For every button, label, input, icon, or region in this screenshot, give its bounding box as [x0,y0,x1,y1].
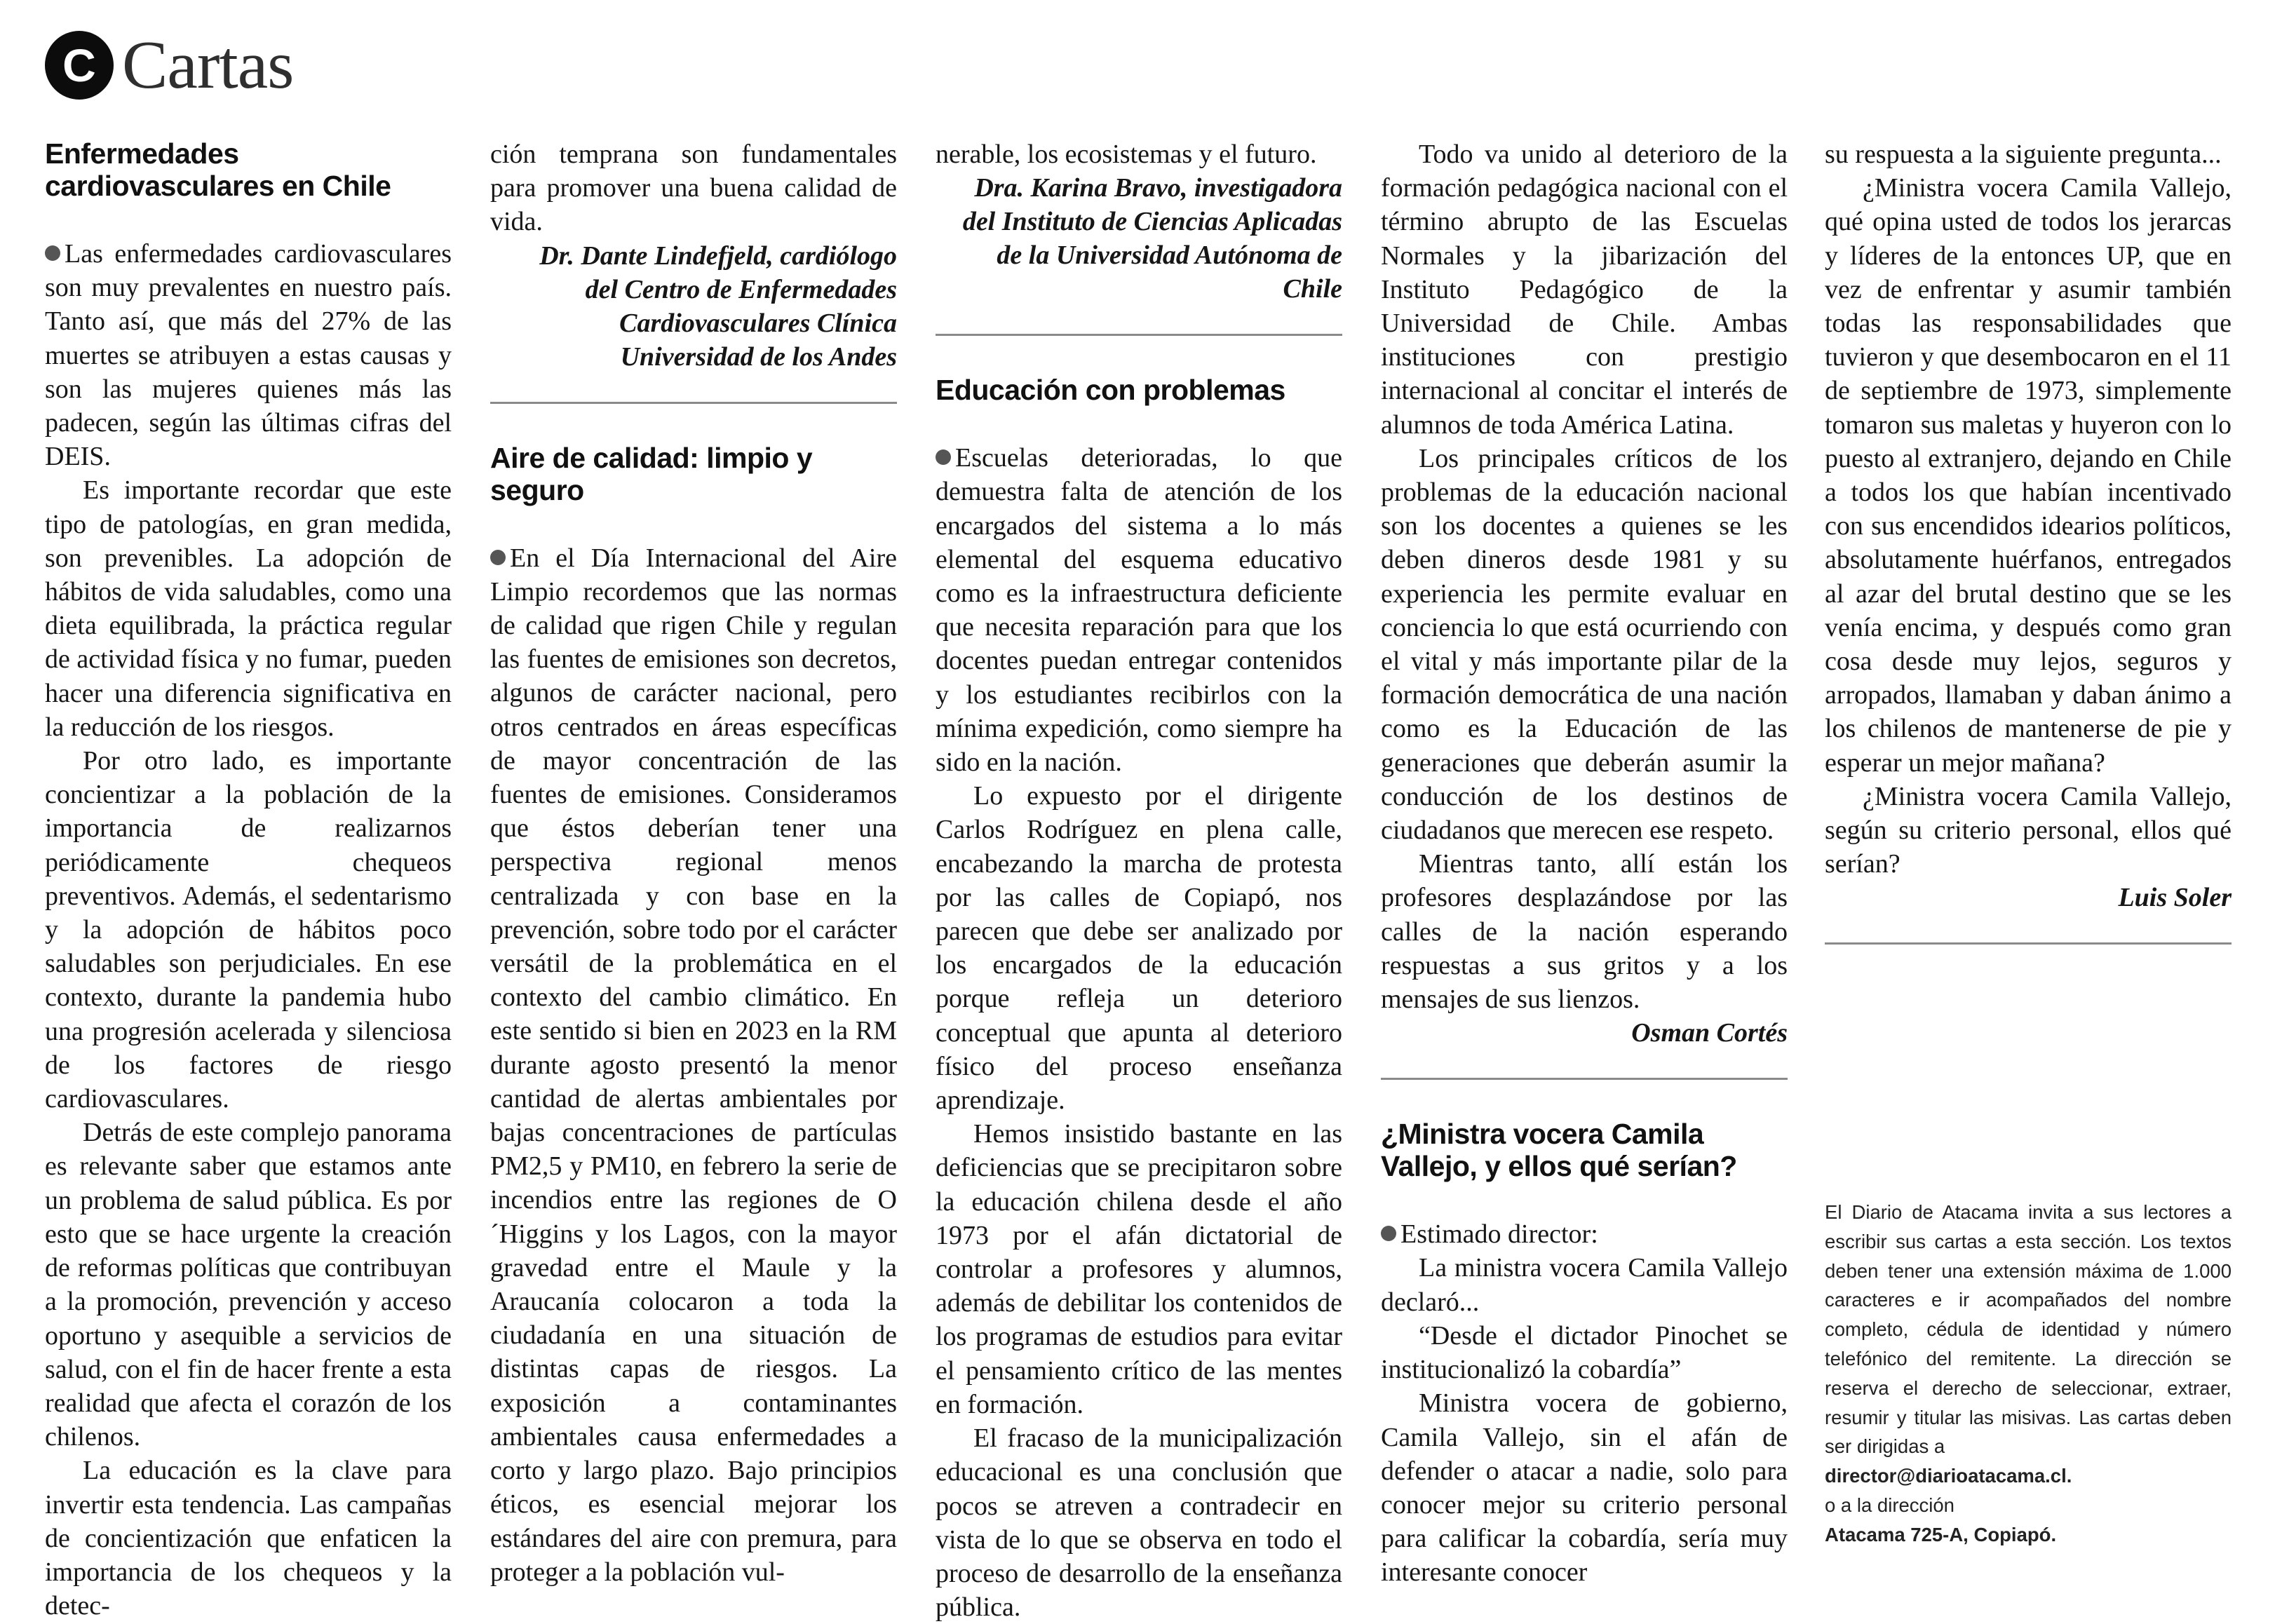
info-or-address: o a la dirección [1825,1494,1954,1516]
letter-paragraph: Detrás de este complejo panorama es relevante saber que estamos ante un problema de salud pública. Es por esto que se hace urgente la creación de reformas políticas que contribuyan a la promoción, prevención y acceso oportuno y asequible a servicios de salud, con el fin de hacer frente a esta realidad que afecta el corazón de los chilenos. [45,1118,452,1452]
letter-paragraph: En el Día Internacional del Aire Limpio recordemos que las normas de calidad que rigen Chile y regulan las fuentes de emisiones son decretos, algunos de carácter nacional, pero otros centrados en áreas específicas de mayor concentración de las fuentes de emisiones. Consideramos que éstos deberían tener una perspectiva regional menos centralizada y con base en la prevención, sobre todo por el carácter versátil de la problemática en el contexto del cambio climático. En este sentido si bien en 2023 en la RM durante agosto presentó la menor cantidad de alertas ambientales por bajas concentraciones de partículas PM2,5 y PM10, en febrero la serie de incendios entre las regiones de O´Higgins y los Lagos, con la mayor gravedad entre el Maule y la Araucanía colocaron a toda la ciudadanía en una situación de distintas capas de riesgos. La exposición a contaminantes ambientales causa enfermedades a corto y largo plazo. Bajo principios éticos, es esencial mejorar los estándares del aire con premura, para proteger a la población vul- [490,543,897,1587]
letter-paragraph: ¿Ministra vocera Camila Vallejo, qué opina usted de todos los jerarcas y líderes de la entonces UP, que en vez de enfrentar y asumir también todas las responsabilidades que tuvieron y que desembocaron en el 11 de septiembre de 1973, simplemente tomaron sus maletas y huyeron con lo puesto al extranjero, dejando en Chile a todos los que habían incentivado con sus encendidos idearios políticos, absolutamente huérfanos, entregados al azar del brutal destino que se les venía encima, y después como gran cosa desde muy lejos, seguros y arropados, llamaban y daban ánimo a los chilenos de mantenerse de pie y esperar un mejor mañana? [1825,173,2232,778]
letter-signature: Osman Cortés [1631,1018,1788,1048]
letter-title: Enfermedades cardiovasculares en Chile [45,137,391,202]
letter-paragraph: Estimado director: [1381,1217,1788,1251]
letter-paragraph: Ministra vocera de gobierno, Camila Vallejo, sin el afán de defender o atacar a nadie, solo para conocer mejor su criterio personal para calificar la cobardía, sería muy interesante conocer [1381,1388,1788,1588]
bullet-icon [45,245,60,261]
section-badge: C [45,31,114,100]
letter-signature: Dr. Dante Lindefjeld, cardiólogo del Centro de Enfermedades Cardiovasculares Clínica Universidad de los Andes [539,241,897,372]
column-2 [490,137,897,1587]
letter-paragraph: Es importante recordar que este tipo de patologías, en gran medida, son prevenibles. La adopción de hábitos de vida saludables, como una dieta equilibrada, la práctica regular de actividad física y no fumar, pueden hacer una diferencia significativa en la reducción de los riesgos. [45,475,452,742]
bullet-icon [1381,1226,1396,1241]
letter-paragraph: El fracaso de la municipalización educacional es una conclusión que pocos se atreven a contradecir en vista de lo que se observa en todo el proceso de desarrollo de la enseñanza pública. [936,1423,1342,1623]
section-header [45,20,293,111]
letter-paragraph: ción temprana son fundamentales para promover una buena calidad de vida. [490,140,897,237]
letter-paragraph: Las enfermedades cardiovasculares son muy prevalentes en nuestro país. Tanto así, que más del 27% de las muertes se atribuyen a estas causas y son las mujeres quienes más las padecen, según las últimas cifras del DEIS. [45,239,452,472]
letter-paragraph: “Desde el dictador Pinochet se institucionalizó la cobardía” [1381,1320,1788,1385]
submission-info [1825,1198,2232,1550]
column-3 [936,137,1342,1623]
letter-paragraph: Hemos insistido bastante en las deficiencias que se precipitaron sobre la educación chilena desde el año 1973 por el afán dictatorial de controlar a profesores y alumnos, además de debilitar los contenidos de los programas de estudios para evitar el pensamiento crítico de las mentes en formación. [936,1119,1342,1419]
divider [936,334,1342,336]
letter-title: Aire de calidad: limpio y seguro [490,441,813,506]
letter-paragraph: La ministra vocera Camila Vallejo declaró... [1381,1253,1788,1317]
divider [490,402,897,404]
letter-title: Educación con problemas [936,374,1285,407]
column-4 [1381,137,1788,1588]
letter-signature: Dra. Karina Bravo, investigadora del Instituto de Ciencias Aplicadas de la Universidad Autónoma de Chile [962,173,1342,304]
section-title: Cartas [122,27,294,103]
letter-paragraph: Los principales críticos de los problemas de la educación nacional son los docentes a quienes se les deben dineros desde 1981 y su experiencia les permite evaluar en conciencia lo que está ocurriendo con el vital y más importante pilar de la formación democrática de una nación como es la Educación de las generaciones que deberán asumir la conducción de los destinos de ciudadanos que merecen ese respeto. [1381,443,1788,846]
letter-signature: Luis Soler [2118,883,2232,913]
letter-paragraph: La educación es la clave para invertir esta tendencia. Las campañas de concientización que enfaticen la importancia de los chequeos y la detec- [45,1456,452,1621]
letter-paragraph: Mientras tanto, allí están los profesores desplazándose por las calles de la nación esperando respuestas a sus gritos y a los mensajes de sus lienzos. [1381,849,1788,1015]
letter-paragraph: nerable, los ecosistemas y el futuro. [936,140,1317,169]
letter-paragraph: Escuelas deterioradas, lo que demuestra falta de atención de los encargados del sistema a lo más elemental del esquema educativo como es la infraestructura deficiente que necesita reparación para que los docentes puedan entregar contenidos y los estudiantes recibirlos con la mínima expedición, como siempre ha sido en la nación. [936,443,1342,778]
info-email: director@diarioatacama.cl. [1825,1465,2072,1487]
info-address: Atacama 725-A, Copiapó. [1825,1523,2057,1545]
letter-paragraph: ¿Ministra vocera Camila Vallejo, según su criterio personal, ellos qué serían? [1825,781,2232,879]
divider [1825,942,2232,945]
info-text: El Diario de Atacama invita a sus lectores a escribir sus cartas a esta sección. Los textos deben tener una extensión máxima de 1.000 caracteres e ir acompañados del nombre completo, cédula de identidad y número telefónico del remitente. La dirección se reserva el derecho de seleccionar, extraer, resumir y titular las misivas. Las cartas deben ser dirigidas a [1825,1201,2232,1458]
column-5 [1825,137,2232,1147]
letter-paragraph: su respuesta a la siguiente pregunta... [1825,140,2222,169]
letter-paragraph: Todo va unido al deterioro de la formación pedagógica nacional con el término abrupto de las Escuelas Normales y la jibarización del Instituto Pedagógico de la Universidad de Chile. Ambas instituciones con prestigio internacional al concitar el interés de alumnos de toda América Latina. [1381,140,1788,440]
bullet-icon [490,550,506,565]
letter-paragraph: Lo expuesto por el dirigente Carlos Rodríguez en plena calle, encabezando la marcha de protesta por las calles de Copiapó, nos parecen que debe ser analizado por los encargados de la educación porque refleja un deterioro conceptual que apunta al deterioro físico del proceso enseñanza aprendizaje. [936,781,1342,1116]
divider [1381,1078,1788,1080]
letter-title: ¿Ministra vocera Camila Vallejo, y ellos qué serían? [1381,1118,1737,1183]
bullet-icon [936,449,951,465]
letter-paragraph: Por otro lado, es importante concientizar a la población de la importancia de realizarnos periódicamente chequeos preventivos. Además, el sedentarismo y la adopción de hábitos poco saludables son perjudiciales. En ese contexto, durante la pandemia hubo una progresión acelerada y silenciosa de los factores de riesgo cardiovasculares. [45,746,452,1114]
column-1 [45,137,452,1621]
